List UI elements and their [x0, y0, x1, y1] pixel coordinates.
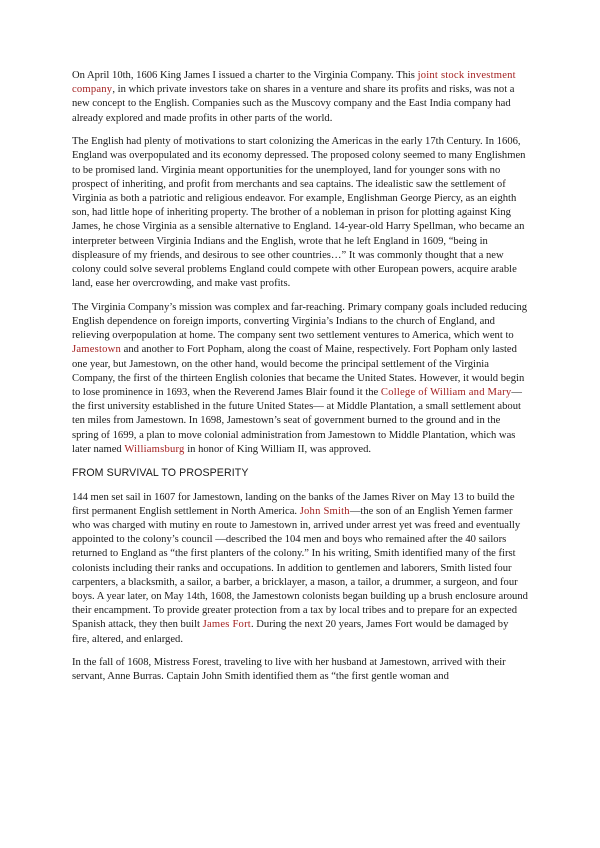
link-john-smith[interactable]: John Smith — [299, 505, 350, 517]
link-james-fort[interactable]: James Fort — [202, 619, 251, 631]
paragraph-motivations: The English had plenty of motivations to start colonizing the Americas in the early 17th Century. In 1606, England was overpopulated and its economy depressed. The proposed colony seemed to many Englishmen to be promised land. Virginia meant opportunities for the unemployed, land for younger sons with no prospect of inheriting, and profit from merchants and sea captains. The idealistic saw the settlement of Virginia as both a patriotic and religious endeavor. For example, Englishman George Piercy, as an eighth son, had little hope of inheriting property. The brother of a nobleman in prison for plotting against King James, he chose Virginia as a sensible alternative to England. 14-year-old Harry Spellman, who became an interpreter between Virginia Indians and the English, wrote that he left England in 1609, “being in displeasure of my friends, and desirous to see other countries…” It was commonly thought that a new colony could solve several problems England could compete with other European powers, acquire arable land, ease her overcrowding, and make vast profits. — [72, 136, 526, 290]
link-jamestown[interactable]: Jamestown — [72, 344, 121, 356]
link-williamsburg[interactable]: Williamsburg — [124, 443, 185, 455]
paragraph-mistress-forest: In the fall of 1608, Mistress Forest, traveling to live with her husband at Jamestown, arrived with their servant, Anne Burras. Captain John Smith identified them as “the first gentle woman and — [72, 657, 506, 683]
paragraph-settlement: 144 men set sail in 1607 for Jamestown, landing on the banks of the James River on May 13 to build the first permanent English settlement in North America. John Smith—the son of an English Yemen farmer who was charged with mutiny en route to Jamestown in, arrived under arrest yet was freed and eventually appointed to the colony’s council —described the 104 men and boys who remained after the 40 sailors returned to England as “the first planters of the colony.” In his writing, Smith identified many of the first colonists including their ranks and occupations. In addition to gentlemen and laborers, Smith listed four carpenters, a blacksmith, a sailor, a barber, a bricklayer, a mason, a tailor, a drummer, a surgeon, and four boys. A year later, on May 14th, 1608, the Jamestown colonists began building up a brush enclosure around their encampment. To provide greater protection from a tax by local tribes and to prepare for an expected Spanish attack, they then built James Fort. During the next 20 years, James Fort would be damaged by fire, altered, and enlarged. — [72, 491, 528, 645]
paragraph-mission: The Virginia Company’s mission was complex and far-reaching. Primary company goals included reducing English dependence on foreign imports, converting Virginia’s Indians to the church of England, and relieving overpopulation at home. The company sent two settlement ventures to America, which went to Jamestown and another to Fort Popham, along the coast of Maine, respectively. Fort Popham only lasted one year, but Jamestown, on the other hand, would become the principal settlement of the Virginia Company, the first of the thirteen English colonies that became the United States. However, it would begin to lose prominence in 1693, when the Reverend James Blair found it the College of William and Mary—the first university established in the future United States— at Middle Plantation, a small settlement about ten miles from Jamestown. In 1698, Jamestown’s seat of government burned to the ground and in the spring of 1699, a plan to move colonial administration from Jamestown to Middle Plantation, which was later named Williamsburg in honor of King William II, was approved. — [72, 301, 528, 455]
document-body — [72, 69, 528, 694]
link-college-of-william-and-mary[interactable]: College of William and Mary — [380, 387, 512, 399]
section-heading: FROM SURVIVAL TO PROSPERITY — [72, 467, 249, 480]
link-joint-stock-investment-company[interactable]: joint stock investment company — [72, 70, 516, 96]
paragraph-charter: On April 10th, 1606 King James I issued a charter to the Virginia Company. This joint stock investment company, in which private investors take on shares in a venture and share its profits and risks, was not a new concept to the English. Companies such as the Muscovy company and the East India company had already explored and made profits in other parts of the world. — [72, 70, 516, 124]
